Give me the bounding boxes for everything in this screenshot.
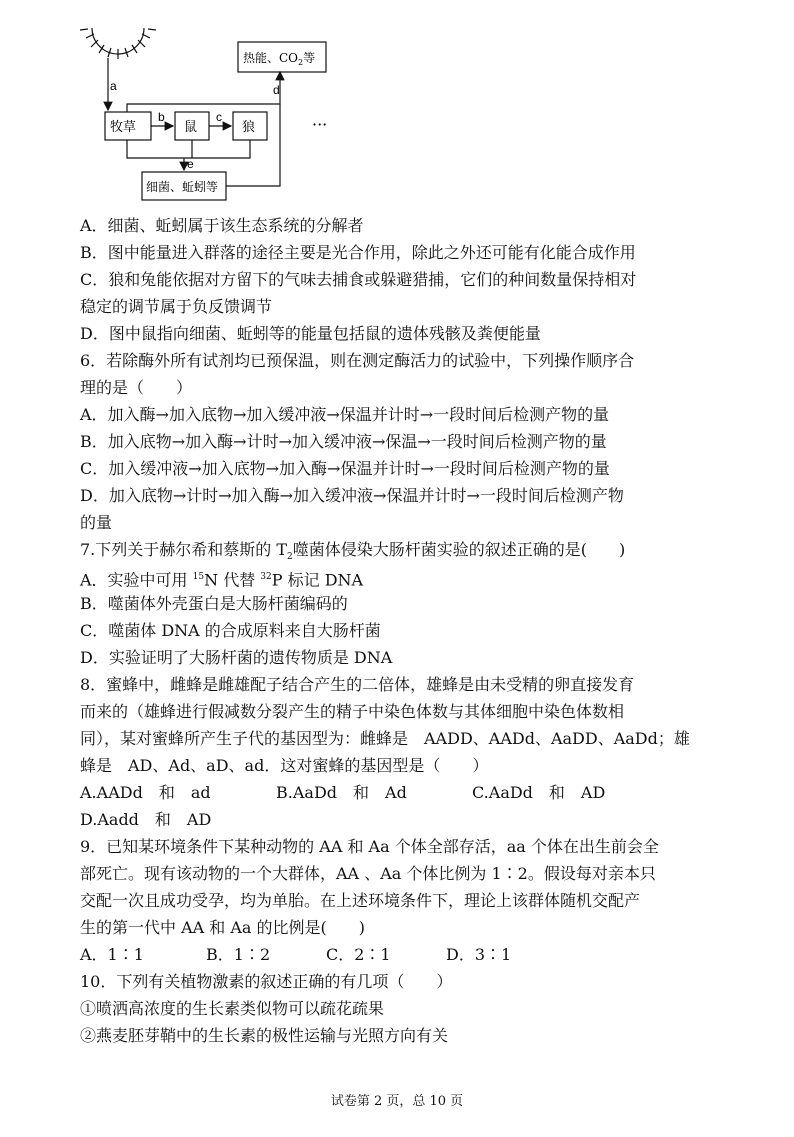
q5-option-c-line2: 稳定的调节属于负反馈调节 (80, 297, 273, 316)
q6-option-c: C．加入缓冲液→加入底物→加入酶→保温并计时→一段时间后检测产物的量 (80, 459, 610, 478)
q9-option-a: A．1∶1 (80, 945, 144, 964)
q8-option-b: B.AaDd 和 Ad (276, 783, 407, 802)
decomposer-label: 细菌、蚯蚓等 (146, 180, 219, 194)
q7-option-b: B．噬菌体外壳蛋白是大肠杆菌编码的 (80, 594, 348, 613)
q6-option-d-line2: 的量 (80, 513, 113, 532)
sun-icon (80, 28, 156, 59)
q8-option-d: D.Aadd 和 AD (80, 810, 212, 829)
q10-stem: 10．下列有关植物激素的叙述正确的有几项（ ） (80, 972, 453, 991)
grass-label: 牧草 (110, 120, 137, 135)
mouse-label: 鼠 (184, 120, 198, 135)
q8-options-row (80, 782, 605, 804)
q9-option-c: C．2∶1 (326, 945, 391, 964)
ellipsis: ··· (312, 115, 328, 134)
q9-stem-line4: 生的第一代中 AA 和 Aa 的比例是( ) (80, 918, 366, 937)
wolf-label: 狼 (242, 120, 256, 135)
label-a: a (110, 79, 117, 93)
q10-item-2: ②燕麦胚芽鞘中的生长素的极性运输与光照方向有关 (80, 1026, 449, 1045)
q9-stem-line3: 交配一次且成功受孕，均为单胎。在上述环境条件下，理论上该群体随机交配产 (80, 891, 641, 910)
q9-stem-line2: 部死亡。现有该动物的一个大群体，AA 、Aa 个体比例为 1∶2。假设每对亲本只 (80, 864, 656, 883)
q7-option-a: A．实验中可用 $^{15}$N 代替 $^{32}$P 标记 DNA (80, 570, 364, 590)
q5-option-a: A．细菌、蚯蚓属于该生态系统的分解者 (80, 216, 364, 235)
q8-stem-line3: 同），某对蜜蜂所产生子代的基因型为：雌蜂是 AADD、AADd、AaDD、AaDd；雄 (80, 729, 690, 748)
q10-item-1: ①喷洒高浓度的生长素类似物可以疏花疏果 (80, 999, 385, 1018)
q9-options-row (80, 944, 511, 966)
q5-option-b: B．图中能量进入群落的途径主要是光合作用，除此之外还可能有化能合成作用 (80, 243, 636, 262)
q5-option-c-line1: C．狼和兔能依据对方留下的气味去捕食或躲避猎捕，它们的种间数量保持相对 (80, 270, 637, 289)
q6-option-d-line1: D．加入底物→计时→加入酶→加入缓冲液→保温并计时→一段时间后检测产物 (80, 486, 624, 505)
q9-option-b: B．1∶2 (206, 945, 271, 964)
label-b: b (158, 110, 165, 124)
q7-option-c: C．噬菌体 DNA 的合成原料来自大肠杆菌 (80, 621, 381, 640)
q6-option-b: B．加入底物→加入酶→计时→加入缓冲液→保温→一段时间后检测产物的量 (80, 432, 607, 451)
q6-stem-line2: 理的是（ ） (80, 378, 193, 397)
q6-stem-line1: 6．若除酶外所有试剂均已预保温，则在测定酶活力的试验中，下列操作顺序合 (80, 351, 635, 370)
food-web-diagram (80, 20, 350, 205)
q9-option-d: D．3∶1 (446, 945, 512, 964)
q8-stem-line2: 而来的（雄蜂进行假减数分裂产生的精子中染色体数与其体细胞中染色体数相 (80, 702, 625, 721)
label-d: d (273, 83, 280, 97)
q7-option-d: D．实验证明了大肠杆菌的遗传物质是 DNA (80, 648, 393, 667)
heat-label: 热能、$CO_2$等 (243, 51, 316, 67)
q8-stem-line4: 蜂是 AD、Ad、aD、ad．这对蜜蜂的基因型是（ ） (80, 756, 489, 775)
q7-stem: 7.下列关于赫尔希和蔡斯的 $T_2$噬菌体侵染大肠杆菌实验的叙述正确的是( ) (80, 540, 626, 563)
q8-option-c: C.AaDd 和 AD (472, 783, 606, 802)
q8-stem-line1: 8．蜜蜂中，雌蜂是雌雄配子结合产生的二倍体，雄蜂是由未受精的卵直接发育 (80, 675, 635, 694)
q9-stem-line1: 9．已知某环境条件下某种动物的 AA 和 Aa 个体全部存活，aa 个体在出生前会全 (80, 837, 659, 856)
q5-option-d: D．图中鼠指向细菌、蚯蚓等的能量包括鼠的遗体残骸及粪便能量 (80, 324, 541, 343)
label-e: e (187, 157, 194, 171)
q6-option-a: A．加入酶→加入底物→加入缓冲液→保温并计时→一段时间后检测产物的量 (80, 405, 610, 424)
label-c: c (216, 110, 222, 124)
page-footer: 试卷第 2 页，总 10 页 (330, 1094, 464, 1109)
q8-option-a: A.AADd 和 ad (80, 783, 211, 802)
